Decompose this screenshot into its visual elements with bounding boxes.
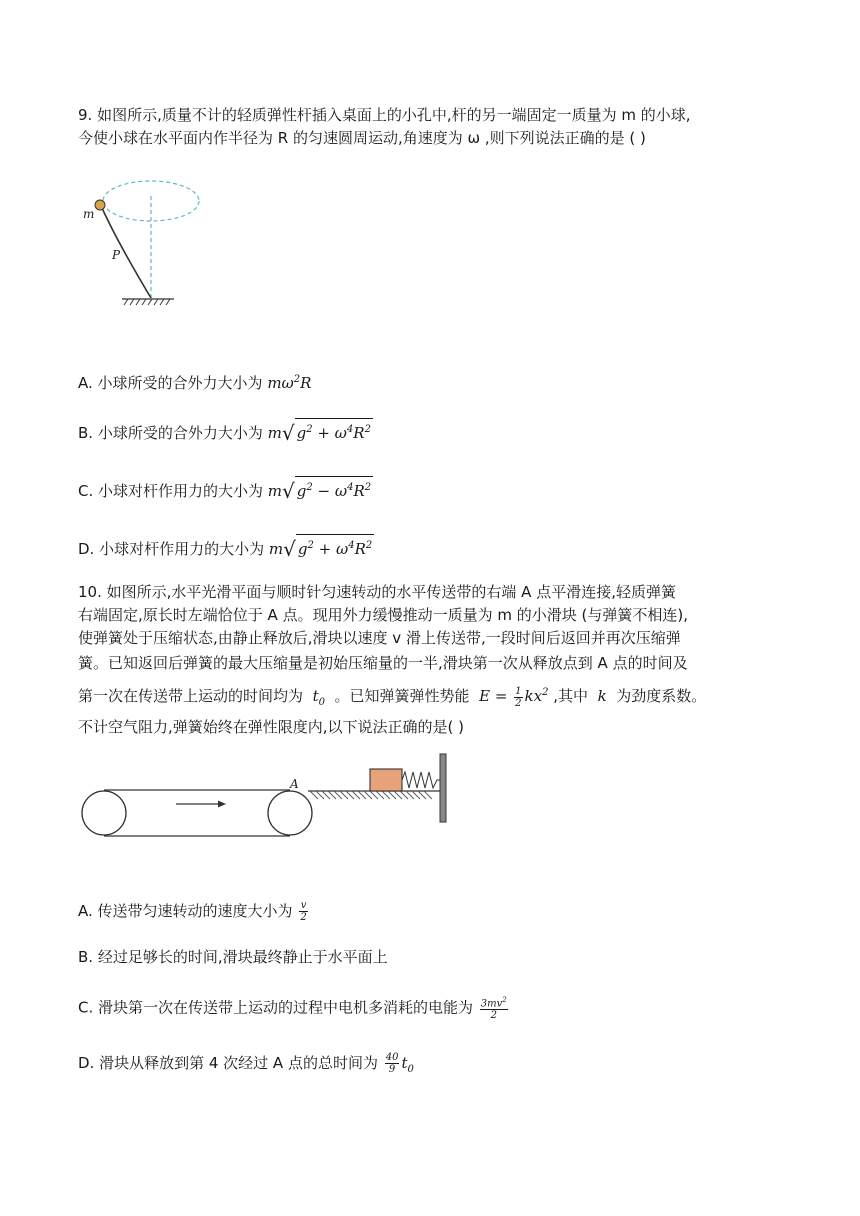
q10-option-a-label: A. 传送带匀速转动的速度大小为	[78, 902, 293, 920]
slider-block	[370, 769, 402, 791]
ground-hatch	[124, 299, 170, 305]
q9-option-c-label: C. 小球对杆作用力的大小为	[78, 482, 264, 500]
q9-option-d-label: D. 小球对杆作用力的大小为	[78, 540, 265, 558]
q10-option-a-expr: $\frac{v}{2}$	[300, 900, 307, 923]
t0-symbol: $t_0$	[307, 687, 325, 708]
q10-stem-line2: 右端固定,原长时左端恰位于 A 点。现用外力缓慢推动一质量为 m 的小滑块 (与弹簧不相连),	[78, 606, 688, 624]
q9-option-d[interactable]	[78, 534, 374, 560]
q10-option-a[interactable]	[78, 900, 310, 923]
surface-hatch	[310, 791, 432, 799]
q10-option-c[interactable]	[78, 995, 510, 1021]
q10-option-b-label: B. 经过足够长的时间,滑块最终静止于水平面上	[78, 948, 388, 966]
q9-option-b-expr: m√ $g^2 + \omega^4R^2$	[268, 424, 373, 442]
q10-option-d-t0: $t_0$	[401, 1054, 414, 1075]
q9-option-b-label: B. 小球所受的合外力大小为	[78, 424, 263, 442]
q10-figure	[80, 752, 455, 842]
q10-option-b[interactable]	[78, 946, 388, 968]
left-pulley	[82, 791, 126, 835]
q10-option-c-expr: $\frac{3mv^2}{2}$	[480, 996, 507, 1022]
q10-option-d[interactable]	[78, 1052, 414, 1081]
q9-option-b[interactable]	[78, 418, 373, 444]
point-a-label: A	[290, 777, 299, 791]
ball-label: m	[83, 207, 95, 221]
arrow-head	[218, 801, 226, 808]
k-symbol: k	[592, 687, 612, 705]
q9-option-c[interactable]	[78, 476, 373, 502]
q9-option-a-label: A. 小球所受的合外力大小为	[78, 374, 263, 392]
q9-stem-line1: 9. 如图所示,质量不计的轻质弹性杆插入桌面上的小孔中,杆的另一端固定一质量为 m 的小球,	[78, 106, 691, 124]
rod-label: P	[112, 248, 121, 262]
elastic-rod	[102, 208, 151, 298]
orbit-ellipse	[103, 181, 199, 221]
spring	[402, 772, 440, 788]
q9-option-d-expr: m√ $g^2 + \omega^4R^2$	[269, 540, 374, 558]
q10-stem-line3: 使弹簧处于压缩状态,由静止释放后,滑块以速度 v 滑上传送带,一段时间后返回并再次压缩弹	[78, 629, 681, 647]
energy-formula: E = $\frac{1}{2}$ $kx^2$	[474, 685, 549, 709]
wall	[440, 754, 446, 822]
q10-option-c-label: C. 滑块第一次在传送带上运动的过程中电机多消耗的电能为	[78, 998, 474, 1017]
q10-stem-line4: 簧。已知返回后弹簧的最大压缩量是初始压缩量的一半,滑块第一次从释放点到 A 点的时间及	[78, 654, 688, 672]
q10-stem-line1: 10. 如图所示,水平光滑平面与顺时针匀速转动的水平传送带的右端 A 点平滑连接,轻质弹簧	[78, 583, 676, 601]
q10-stem-line5: 第一次在传送带上运动的时间均为 $t_0$ 。已知弹簧弹性势能 E = $\frac{1}{2}$ $kx^2$ ,其中 k 为劲度系数。	[78, 685, 707, 709]
q9-stem-line2: 今使小球在水平面内作半径为 R 的匀速圆周运动,角速度为 ω ,则下列说法正确的是 ( )	[78, 129, 646, 147]
q10-option-d-label: D. 滑块从释放到第 4 次经过 A 点的总时间为	[78, 1054, 378, 1072]
q10-option-d-frac: $\frac{40}{9}$	[385, 1052, 399, 1075]
ball	[95, 200, 105, 210]
q9-option-a-expr: $m\omega^2R$	[267, 374, 312, 392]
q9-figure	[78, 168, 208, 308]
q9-option-a[interactable]	[78, 369, 311, 394]
right-pulley	[268, 791, 312, 835]
q9-option-c-expr: m√ $g^2 - \omega^4R^2$	[268, 482, 373, 500]
q10-stem-line6: 不计空气阻力,弹簧始终在弹性限度内,以下说法正确的是( )	[78, 718, 465, 736]
